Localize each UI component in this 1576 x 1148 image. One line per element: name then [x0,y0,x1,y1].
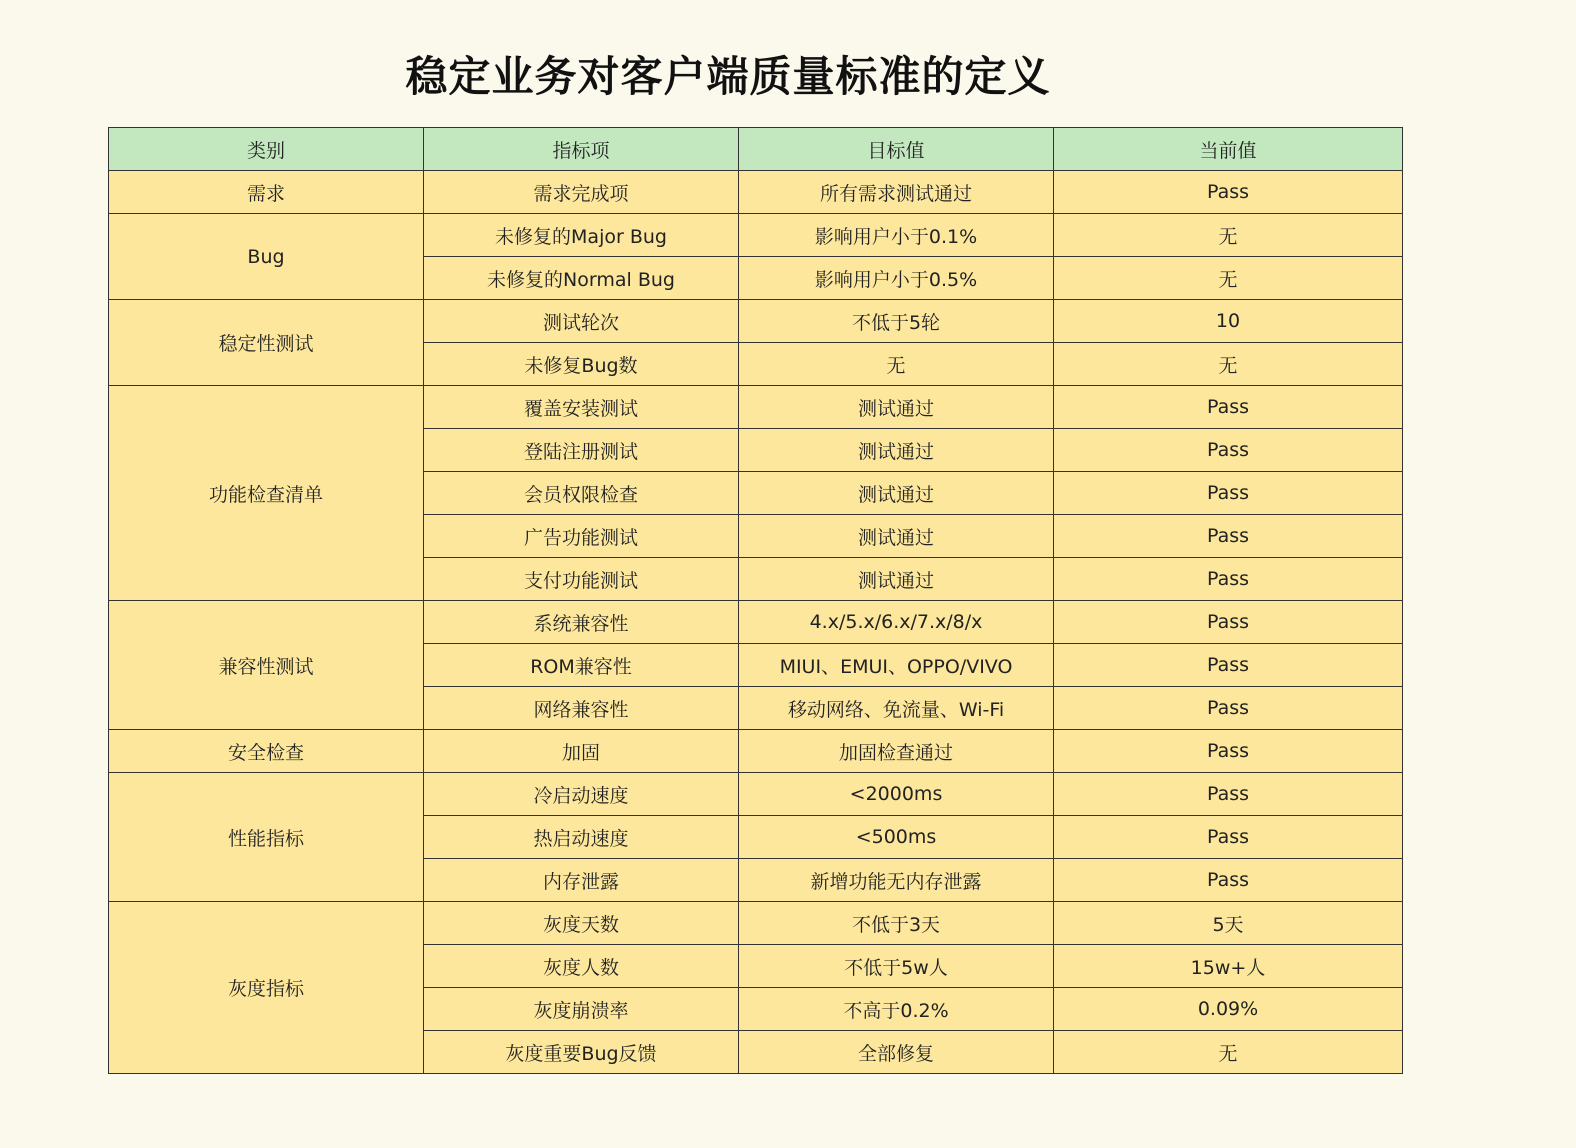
table-body [109,171,1403,1074]
target-cell: 测试通过 [739,429,1054,472]
target-cell: 全部修复 [739,1031,1054,1074]
target-cell: 加固检查通过 [739,730,1054,773]
target-cell: MIUI、EMUI、OPPO/VIVO [739,644,1054,687]
current-cell: 无 [1054,214,1403,257]
header-metric: 指标项 [424,128,739,171]
target-cell: <2000ms [739,773,1054,816]
category-cell: 稳定性测试 [109,300,424,386]
metric-cell: 覆盖安装测试 [424,386,739,429]
current-cell: Pass [1054,472,1403,515]
quality-standards-table [108,127,1403,1074]
metric-cell: 冷启动速度 [424,773,739,816]
target-cell: 4.x/5.x/6.x/7.x/8/x [739,601,1054,644]
metric-cell: 灰度重要Bug反馈 [424,1031,739,1074]
metric-cell: 支付功能测试 [424,558,739,601]
current-cell: Pass [1054,515,1403,558]
current-cell: Pass [1054,171,1403,214]
current-cell: 无 [1054,1031,1403,1074]
metric-cell: 灰度人数 [424,945,739,988]
target-cell: 测试通过 [739,558,1054,601]
target-cell: 测试通过 [739,515,1054,558]
metric-cell: 需求完成项 [424,171,739,214]
metric-cell: 广告功能测试 [424,515,739,558]
table-row [109,300,1403,343]
target-cell: 移动网络、免流量、Wi-Fi [739,687,1054,730]
table-row [109,214,1403,257]
target-cell: 无 [739,343,1054,386]
target-cell: 测试通过 [739,386,1054,429]
category-cell: 性能指标 [109,773,424,902]
metric-cell: ROM兼容性 [424,644,739,687]
category-cell: 兼容性测试 [109,601,424,730]
metric-cell: 测试轮次 [424,300,739,343]
header-current: 当前值 [1054,128,1403,171]
table-row [109,171,1403,214]
metric-cell: 加固 [424,730,739,773]
table-row [109,773,1403,816]
metric-cell: 未修复的Normal Bug [424,257,739,300]
table-row [109,902,1403,945]
target-cell: 影响用户小于0.5% [739,257,1054,300]
current-cell: Pass [1054,730,1403,773]
current-cell: Pass [1054,644,1403,687]
category-cell: 需求 [109,171,424,214]
table-row [109,601,1403,644]
current-cell: Pass [1054,859,1403,902]
current-cell: 无 [1054,343,1403,386]
metric-cell: 未修复的Major Bug [424,214,739,257]
current-cell: Pass [1054,429,1403,472]
target-cell: 不低于5轮 [739,300,1054,343]
current-cell: Pass [1054,558,1403,601]
category-cell: 安全检查 [109,730,424,773]
metric-cell: 热启动速度 [424,816,739,859]
target-cell: 新增功能无内存泄露 [739,859,1054,902]
target-cell: 测试通过 [739,472,1054,515]
target-cell: 所有需求测试通过 [739,171,1054,214]
metric-cell: 系统兼容性 [424,601,739,644]
header-target: 目标值 [739,128,1054,171]
target-cell: 影响用户小于0.1% [739,214,1054,257]
current-cell: 5天 [1054,902,1403,945]
target-cell: 不低于5w人 [739,945,1054,988]
metric-cell: 网络兼容性 [424,687,739,730]
category-cell: 功能检查清单 [109,386,424,601]
table-header-row [109,128,1403,171]
current-cell: 10 [1054,300,1403,343]
current-cell: Pass [1054,601,1403,644]
page-title: 稳定业务对客户端质量标准的定义 [405,52,1051,101]
current-cell: Pass [1054,773,1403,816]
current-cell: 15w+人 [1054,945,1403,988]
metric-cell: 灰度崩溃率 [424,988,739,1031]
current-cell: Pass [1054,386,1403,429]
current-cell: Pass [1054,816,1403,859]
table-row [109,730,1403,773]
current-cell: 0.09% [1054,988,1403,1031]
current-cell: Pass [1054,687,1403,730]
metric-cell: 会员权限检查 [424,472,739,515]
metric-cell: 灰度天数 [424,902,739,945]
metric-cell: 登陆注册测试 [424,429,739,472]
table-row [109,386,1403,429]
target-cell: <500ms [739,816,1054,859]
target-cell: 不高于0.2% [739,988,1054,1031]
header-category: 类别 [109,128,424,171]
current-cell: 无 [1054,257,1403,300]
category-cell: 灰度指标 [109,902,424,1074]
metric-cell: 内存泄露 [424,859,739,902]
target-cell: 不低于3天 [739,902,1054,945]
category-cell: Bug [109,214,424,300]
metric-cell: 未修复Bug数 [424,343,739,386]
